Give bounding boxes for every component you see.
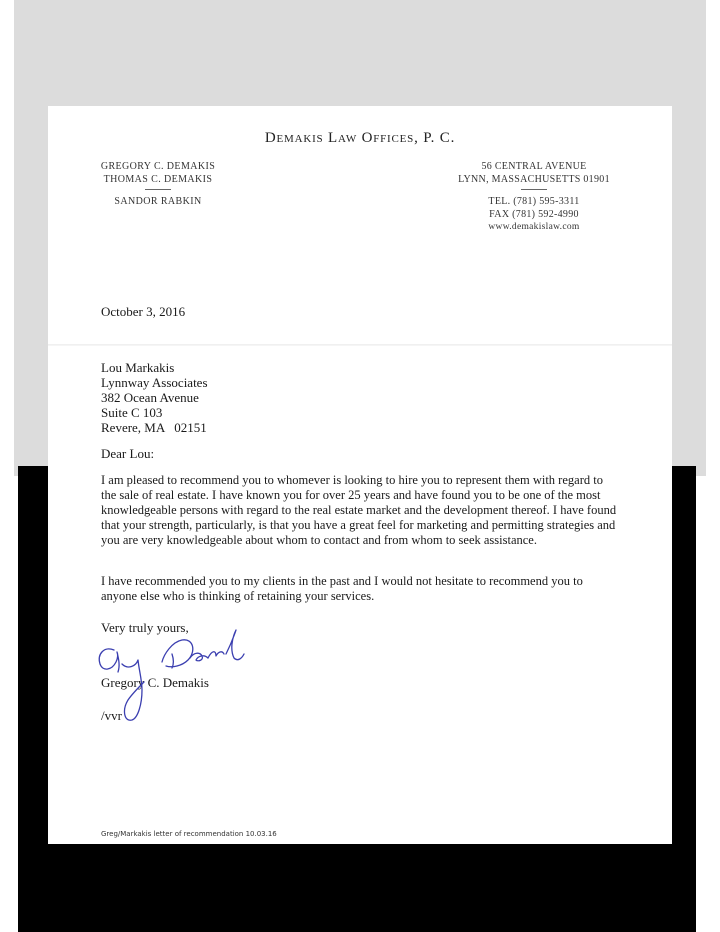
letter-page: [48, 106, 672, 844]
divider: [145, 189, 171, 190]
letter-date: October 3, 2016: [101, 304, 186, 319]
firm-street: 56 CENTRAL AVENUE: [481, 161, 587, 172]
divider: [521, 189, 547, 190]
recipient-company: Lynnway Associates: [101, 375, 208, 390]
associate-name: SANDOR RABKIN: [114, 196, 202, 207]
firm-telephone: TEL. (781) 595-3311: [488, 196, 580, 207]
body-paragraph: I am pleased to recommend you to whomever is looking to hire you to represent them with regard to the sale of real estate. I have known you for over 25 years and have found you to be one of the most knowledgeable persons with regard to the real estate market and the development thereof. I have found that your strength, particularly, is that you have a great feel for marketing and permitting strategies and you are very knowledgeable about whom to contact and from whom to seek assistance.: [101, 473, 617, 547]
partner-name: THOMAS C. DEMAKIS: [103, 174, 213, 185]
firm-name: Demakis Law Offices, P. C.: [264, 130, 456, 146]
recipient-street: 382 Ocean Avenue: [101, 390, 199, 405]
closing: Very truly yours,: [101, 620, 189, 635]
body-paragraph: I have recommended you to my clients in the past and I would not hesitate to recommend you to anyone else who is thinking of retaining your services.: [101, 574, 583, 603]
typist-initials: /vvr: [101, 708, 122, 723]
recipient-suite: Suite C 103: [101, 405, 163, 420]
firm-city: LYNN, MASSACHUSETTS 01901: [458, 174, 610, 185]
firm-website: www.demakislaw.com: [488, 222, 580, 232]
recipient-name: Lou Markakis: [101, 360, 175, 375]
firm-contact: [450, 160, 618, 234]
salutation: Dear Lou:: [101, 446, 155, 461]
recipient-city: Revere, MA 02151: [101, 420, 207, 435]
attorney-list: [88, 160, 228, 208]
document-footer: Greg/Markakis letter of recommendation 10.03.16: [101, 830, 277, 838]
partner-name: GREGORY C. DEMAKIS: [100, 161, 216, 172]
recipient-address: [101, 360, 208, 435]
firm-fax: FAX (781) 592-4990: [489, 209, 579, 220]
signer-name: Gregory C. Demakis: [101, 675, 209, 690]
paper-fold-line: [48, 344, 672, 346]
